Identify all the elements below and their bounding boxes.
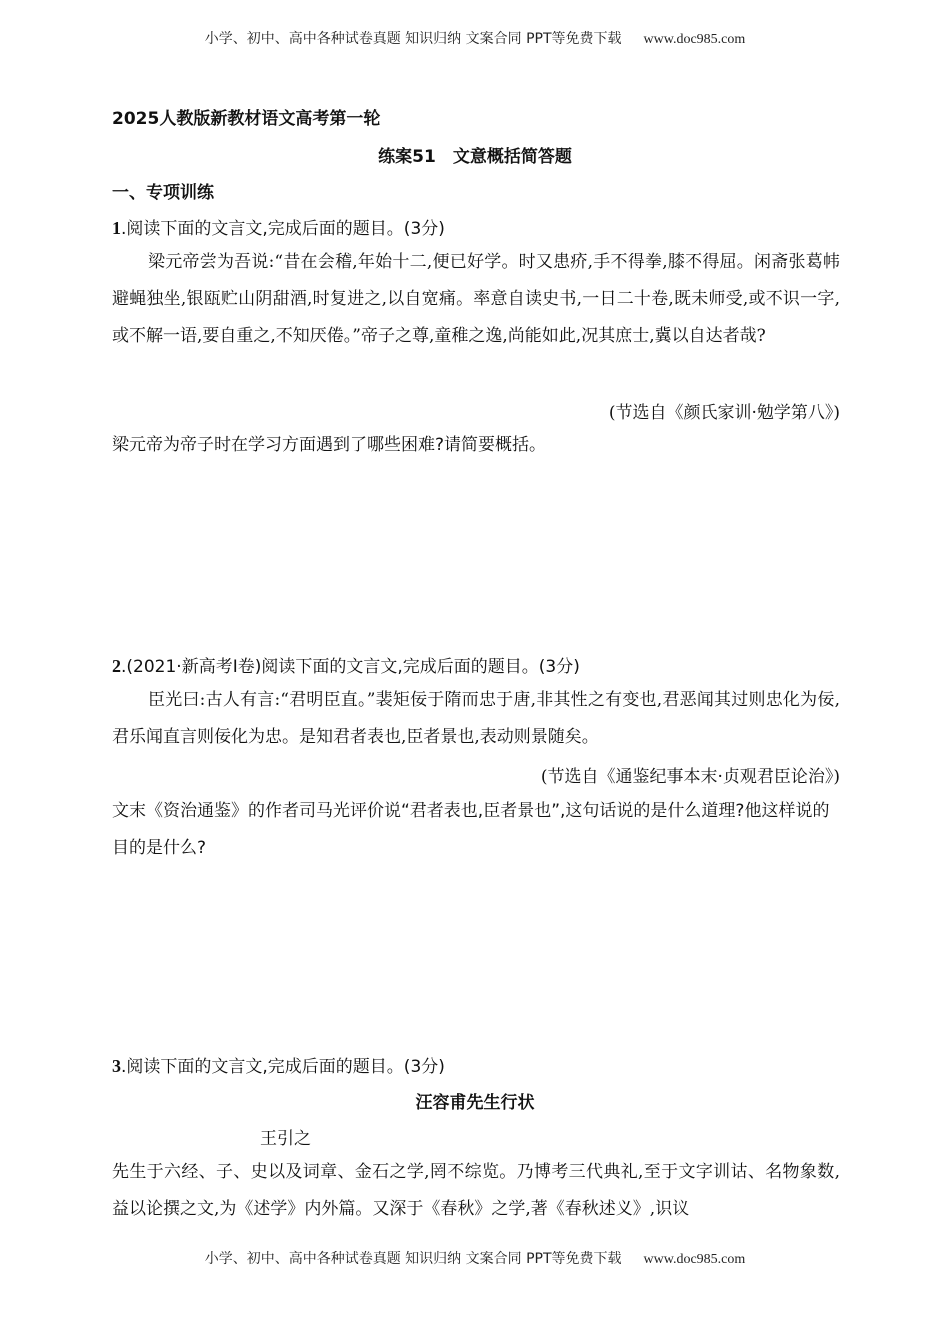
question-3-author: 王引之 bbox=[260, 1129, 311, 1149]
question-2-text: .(2021·新高考Ⅰ卷)阅读下面的文言文,完成后面的题目。(3分) bbox=[121, 657, 580, 677]
question-3-text: .阅读下面的文言文,完成后面的题目。(3分) bbox=[121, 1057, 445, 1077]
footer-text: 小学、初中、高中各种试卷真题 知识归纳 文案合同 PPT等免费下载 bbox=[204, 1251, 622, 1267]
doc-title: 2025人教版新教材语文高考第一轮 bbox=[112, 109, 381, 129]
header-text: 小学、初中、高中各种试卷真题 知识归纳 文案合同 PPT等免费下载 bbox=[204, 31, 622, 47]
question-3-passage: 先生于六经、子、史以及词章、金石之学,罔不综览。乃博考三代典礼,至于文字训诂、名物象数,益以论撰之文,为《述学》内外篇。又深于《春秋》之学,著《春秋述义》,识议 bbox=[112, 1162, 840, 1219]
question-3-stem bbox=[112, 1052, 445, 1077]
section-heading: 一、专项训练 bbox=[112, 183, 214, 203]
doc-subtitle: 练案51 文意概括简答题 bbox=[378, 147, 572, 167]
question-1-source: (节选自《颜氏家训·勉学第八》) bbox=[608, 403, 840, 423]
question-1-text: .阅读下面的文言文,完成后面的题目。(3分) bbox=[121, 219, 445, 239]
question-1-stem bbox=[112, 214, 445, 239]
header-url[interactable]: www.doc985.com bbox=[643, 32, 746, 47]
question-2-ask: 文末《资治通鉴》的作者司马光评价说“君者表也,臣者景也”,这句话说的是什么道理?他这样说的目的是什么? bbox=[112, 801, 830, 858]
page-footer bbox=[0, 1248, 950, 1268]
question-3-passage-title: 汪容甫先生行状 bbox=[415, 1093, 535, 1113]
footer-url[interactable]: www.doc985.com bbox=[643, 1252, 746, 1267]
question-2-source: (节选自《通鉴纪事本末·贞观君臣论治》) bbox=[540, 767, 840, 787]
question-2-number: 2 bbox=[112, 656, 121, 676]
question-2-passage: 臣光曰:古人有言:“君明臣直。”裴矩佞于隋而忠于唐,非其性之有变也,君恶闻其过则忠化为佞,君乐闻直言则佞化为忠。是知君者表也,臣者景也,表动则景随矣。 bbox=[112, 690, 840, 747]
question-1-passage: 梁元帝尝为吾说:“昔在会稽,年始十二,便已好学。时又患疥,手不得拳,膝不得屈。闲斋张葛帏避蝇独坐,银瓯贮山阴甜酒,时复进之,以自宽痛。率意自读史书,一日二十卷,既未师受,或不识一字,或不解一语,要自重之,不知厌倦。”帝子之尊,童稚之逸,尚能如此,况其庶士,冀以自达者哉? bbox=[112, 252, 840, 346]
page-header bbox=[0, 28, 950, 48]
question-2-stem bbox=[112, 652, 580, 677]
question-1-ask: 梁元帝为帝子时在学习方面遇到了哪些困难?请简要概括。 bbox=[112, 435, 547, 455]
question-1-number: 1 bbox=[112, 218, 121, 238]
question-3-number: 3 bbox=[112, 1056, 121, 1076]
